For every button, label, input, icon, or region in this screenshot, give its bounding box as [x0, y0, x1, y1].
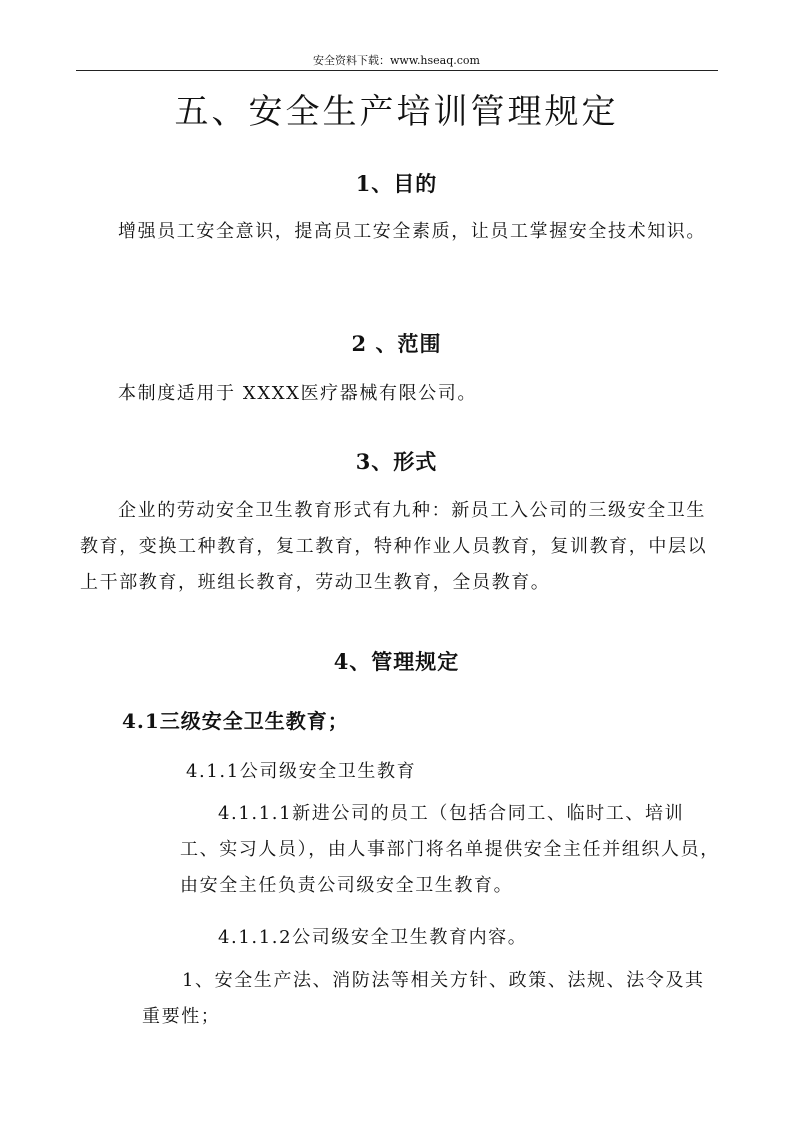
- section-heading-form: 3、形式: [355, 449, 438, 474]
- item-4-1-1-1: 4.1.1.1新进公司的员工（包括合同工、临时工、培训工、实习人员），由人事部门将名单提供安全主任并组织人员，由安全主任负责公司级安全卫生教育。: [180, 803, 720, 896]
- section-body-form: 企业的劳动安全卫生教育形式有九种：新员工入公司的三级安全卫生教育，变换工种教育，复工教育，特种作业人员教育，复训教育，中层以上干部教育，班组长教育，劳动卫生教育，全员教育。: [80, 500, 708, 593]
- section-body-scope: 本制度适用于 XXXX医疗器械有限公司。: [118, 383, 477, 404]
- section-heading-management: 4、管理规定: [333, 649, 460, 674]
- item-1: 1、安全生产法、消防法等相关方针、政策、法规、法令及其重要性；: [142, 970, 705, 1027]
- header-divider: [76, 70, 718, 71]
- page-header: 安全资料下载：www.hseaq.com: [313, 54, 480, 67]
- subsection-heading-4-1: 4.1三级安全卫生教育；: [122, 709, 349, 733]
- section-heading-purpose: 1、目的: [355, 171, 438, 196]
- document-title: 五、安全生产培训管理规定: [174, 92, 619, 132]
- item-4-1-1-2: 4.1.1.2公司级安全卫生教育内容。: [218, 927, 528, 948]
- item-4-1-1: 4.1.1公司级安全卫生教育: [186, 761, 417, 782]
- section-body-purpose: 增强员工安全意识，提高员工安全素质，让员工掌握安全技术知识。: [118, 221, 706, 242]
- section-heading-scope: 2 、范围: [351, 331, 442, 356]
